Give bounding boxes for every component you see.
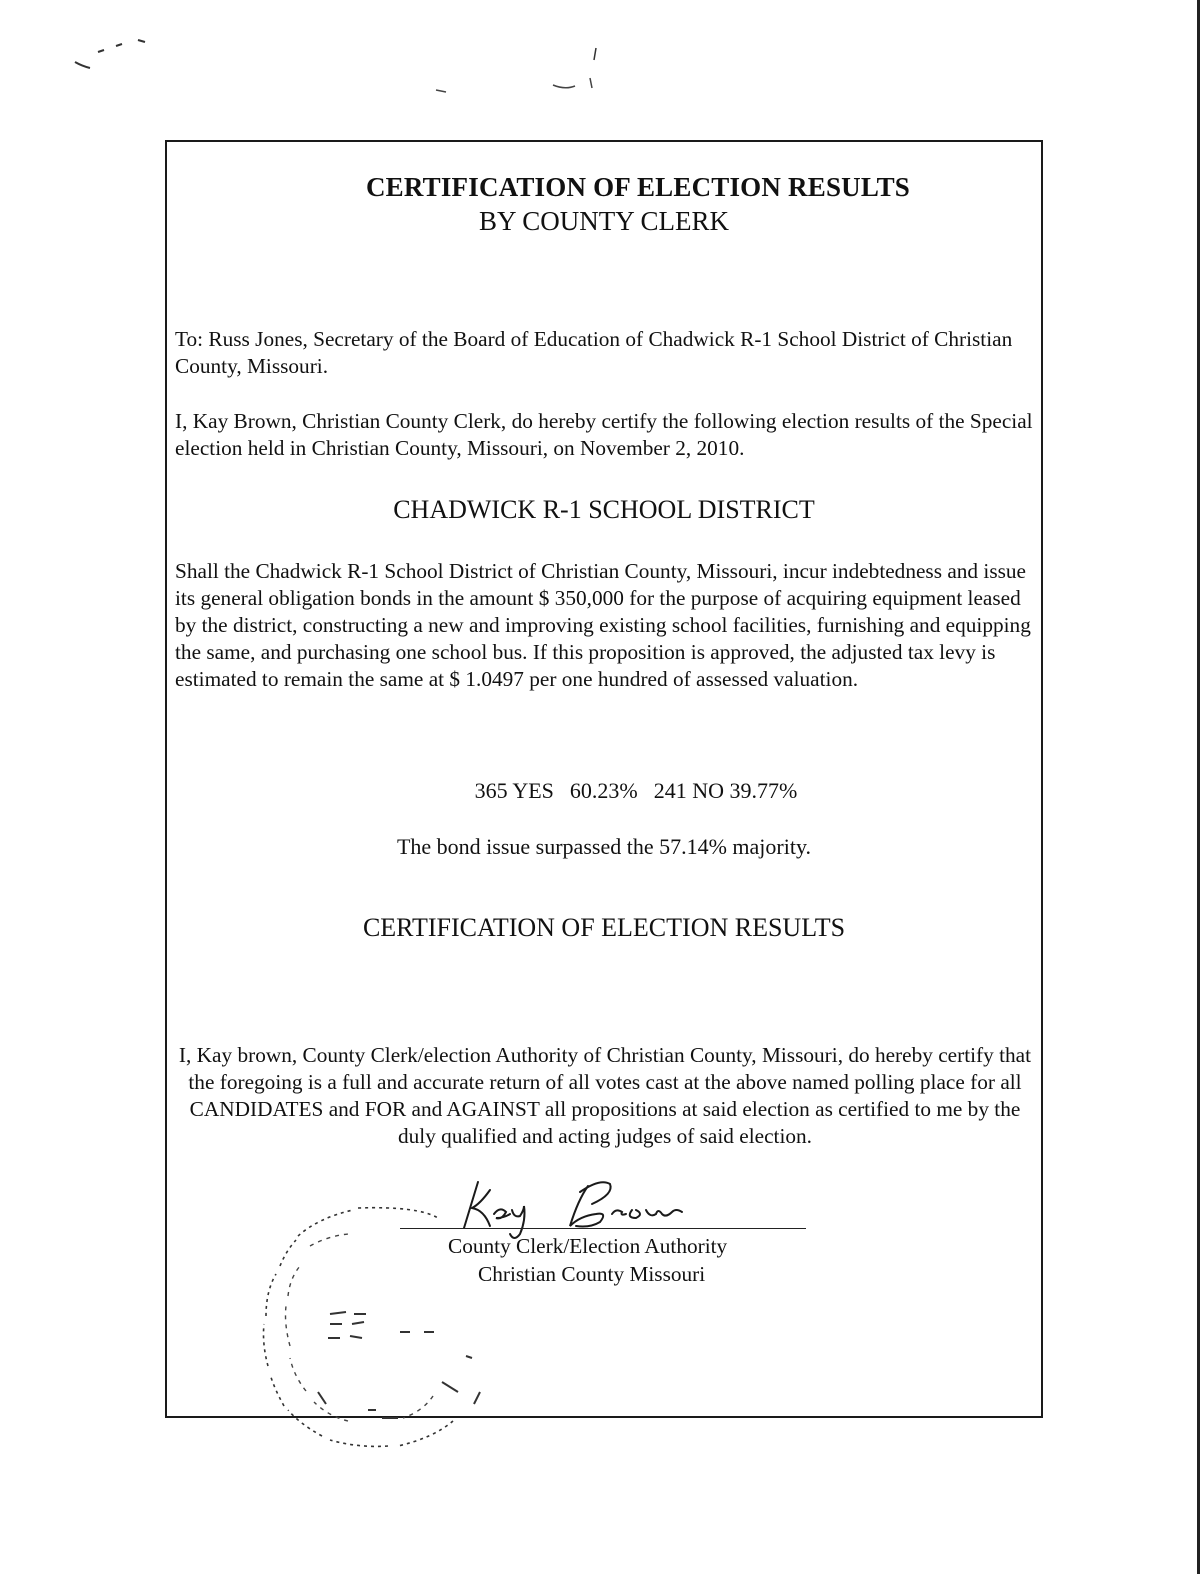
addressee-paragraph: To: Russ Jones, Secretary of the Board of Education of Chadwick R-1 School District of Christian County, Missouri. <box>175 327 1013 378</box>
district-heading: CHADWICK R-1 SCHOOL DISTRICT <box>393 495 815 524</box>
vote-results <box>36 778 1200 804</box>
signer-title: County Clerk/Election Authority <box>448 1234 728 1258</box>
clerk-signature <box>450 1170 730 1240</box>
no-result: 241 NO 39.77% <box>653 778 798 803</box>
certify-paragraph: I, Kay Brown, Christian County Clerk, do hereby certify the following election results of the Special election held in Christian County, Missouri, on November 2, 2010. <box>175 409 1033 460</box>
certification-heading: CERTIFICATION OF ELECTION RESULTS <box>362 913 846 942</box>
scan-specks <box>0 0 700 110</box>
yes-count: 365 YES <box>474 778 554 803</box>
yes-percent: 60.23% <box>569 778 638 803</box>
document-title: CERTIFICATION OF ELECTION RESULTS <box>365 172 911 202</box>
majority-note: The bond issue surpassed the 57.14% majority. <box>396 834 812 859</box>
certification-paragraph: I, Kay brown, County Clerk/election Authority of Christian County, Missouri, do hereby certify that the foregoing is a full and accurate return of all votes cast at the above named polling place for all CANDIDATES and FOR and AGAINST all propositions at said election as certified to me by the duly qualified and acting judges of said election. <box>178 1043 1032 1148</box>
signer-county: Christian County Missouri <box>478 1262 706 1286</box>
document-subtitle: BY COUNTY CLERK <box>478 206 729 236</box>
ballot-question: Shall the Chadwick R-1 School District of Christian County, Missouri, incur indebtedness and issue its general obligation bonds in the amount $ 350,000 for the purpose of acquiring equipment leased by the district, constructing a new and improving existing school facilities, furnishing and equipping the same, and purchasing one school bus. If this proposition is approved, the adjusted tax levy is estimated to remain the same at $ 1.0497 per one hundred of assessed valuation. <box>175 559 1031 691</box>
signature-line <box>400 1228 806 1229</box>
